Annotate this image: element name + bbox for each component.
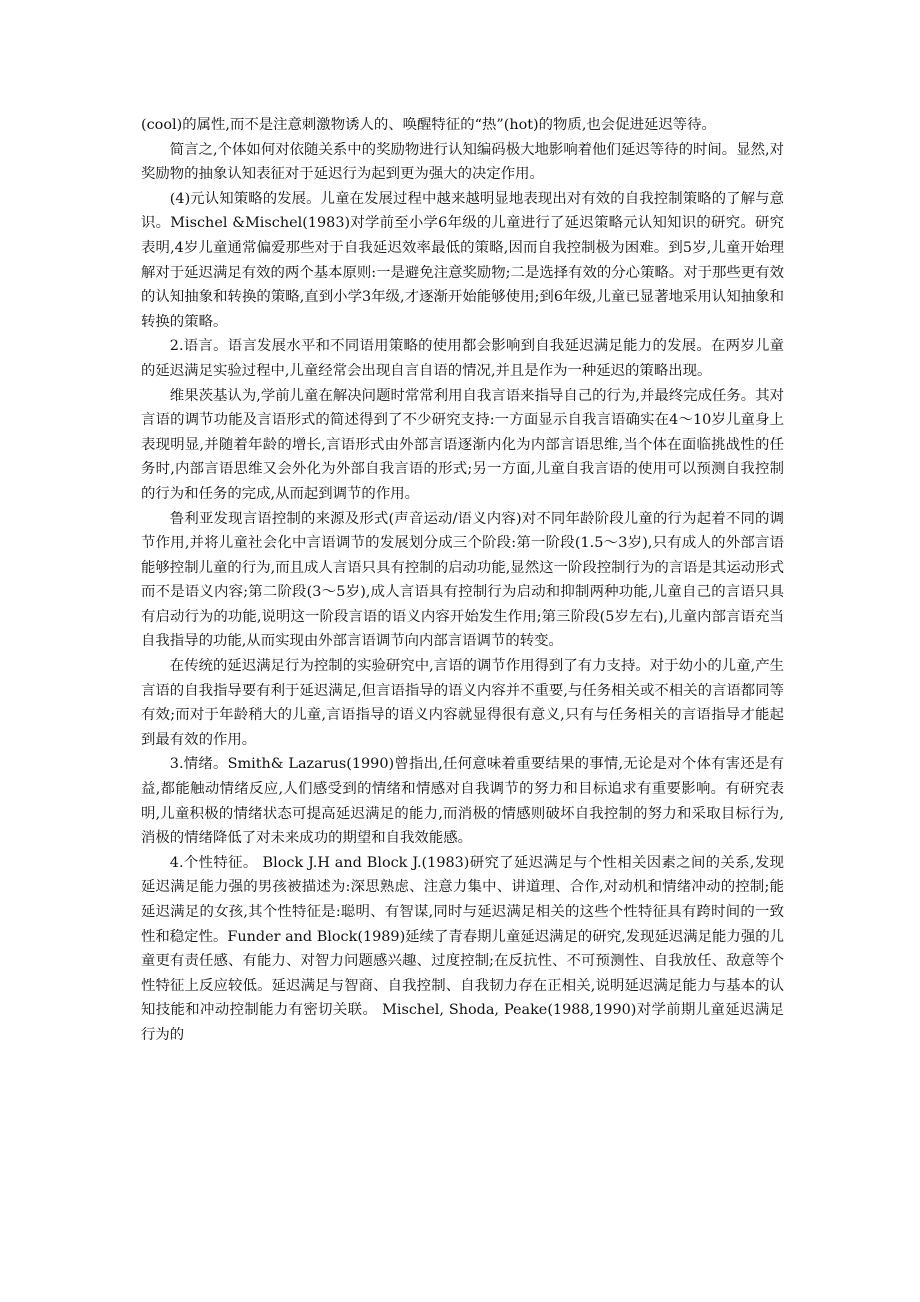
- paragraph-personality: 4.个性特征。 Block J.H and Block J.(1983)研究了延迟满足与个性相关因素之间的关系,发现延迟满足能力强的男孩被描述为:深思熟虑、注意力集中、讲道理、合作,对动机和情绪冲动的控制;能延迟满足的女孩,其个性特征是:聪明、有智谋,同时与延迟满足相关的这些个性特征具有跨时间的一致性和稳定性。Funder and Block(1989)延续了青春期儿童延迟满足的研究,发现延迟满足能力强的儿童更有责任感、有能力、对智力问题感兴趣、过度控制;在反抗性、不可预测性、自我放任、敌意等个性特征上反应较低。延迟满足与智商、自我控制、自我韧力存在正相关,说明延迟满足能力与基本的认知技能和冲动控制能力有密切关联。 Mischel, Shoda, Peake(1988,1990)对学前期儿童延迟满足行为的: [141, 854, 784, 1043]
- paragraph-cool-attribute: (cool)的属性,而不是注意刺激物诱人的、唤醒特征的“热”(hot)的物质,也会促进延迟等待。: [141, 117, 716, 133]
- paragraph-luria: 鲁利亚发现言语控制的来源及形式(声音运动/语义内容)对不同年龄阶段儿童的行为起着不同的调节作用,并将儿童社会化中言语调节的发展划分成三个阶段:第一阶段(1.5～3岁),只有成人的外部言语能够控制儿童的行为,而且成人言语只具有控制的启动功能,显然这一阶段控制行为的言语是其运动形式而不是语义内容;第二阶段(3～5岁),成人言语具有控制行为启动和抑制两种功能,儿童自己的言语只具有启动行为的功能,说明这一阶段言语的语义内容开始发生作用;第三阶段(5岁左右),儿童内部言语充当自我指导的功能,从而实现由外部言语调节向内部言语调节的转变。: [141, 510, 784, 650]
- paragraph-experimental-research: 在传统的延迟满足行为控制的实验研究中,言语的调节作用得到了有力支持。对于幼小的儿童,产生言语的自我指导要有利于延迟满足,但言语指导的语义内容并不重要,与任务相关或不相关的言语都同等有效;而对于年龄稍大的儿童,言语指导的语义内容就显得很有意义,只有与任务相关的言语指导才能起到最有效的作用。: [141, 658, 784, 748]
- paragraph-emotion: 3.情绪。Smith& Lazarus(1990)曾指出,任何意味着重要结果的事情,无论是对个体有害还是有益,都能触动情绪反应,人们感受到的情绪和情感对自我调节的努力和目标追求有重要影响。有研究表明,儿童积极的情绪状态可提高延迟满足的能力,而消极的情感则破坏自我控制的努力和采取目标行为,消极的情绪降低了对未来成功的期望和自我效能感。: [141, 756, 784, 847]
- paragraph-metacognitive-strategy: (4)元认知策略的发展。儿童在发展过程中越来越明显地表现出对有效的自我控制策略的了解与意识。Mischel &Mischel(1983)对学前至小学6年级的儿童进行了延迟策略元认知知识的研究。研究表明,4岁儿童通常偏爱那些对于自我延迟效率最低的策略,因而自我控制极为困难。到5岁,儿童开始理解对于延迟满足有效的两个基本原则:一是避免注意奖励物;二是选择有效的分心策略。对于那些更有效的认知抽象和转换的策略,直到小学3年级,才逐渐开始能够使用;到6年级,儿童已显著地采用认知抽象和转换的策略。: [141, 190, 784, 330]
- paragraph-language: 2.语言。语言发展水平和不同语用策略的使用都会影响到自我延迟满足能力的发展。在两岁儿童的延迟满足实验过程中,儿童经常会出现自言自语的情况,并且是作为一种延迟的策略出现。: [141, 338, 784, 379]
- paragraph-summary: 简言之,个体如何对依随关系中的奖励物进行认知编码极大地影响着他们延迟等待的时间。显然,对奖励物的抽象认知表征对于延迟行为起到更为强大的决定作用。: [141, 141, 784, 183]
- paragraph-vygotsky: 维果茨基认为,学前儿童在解决问题时常常利用自我言语来指导自己的行为,并最终完成任务。其对言语的调节功能及言语形式的简述得到了不少研究支持:一方面显示自我言语确实在4～10岁儿童身上表现明显,并随着年龄的增长,言语形式由外部言语逐渐内化为内部言语思维,当个体在面临挑战性的任务时,内部言语思维又会外化为外部自我言语的形式;另一方面,儿童自我言语的使用可以预测自我控制的行为和任务的完成,从而起到调节的作用。: [141, 387, 784, 502]
- document-body: [141, 113, 784, 1048]
